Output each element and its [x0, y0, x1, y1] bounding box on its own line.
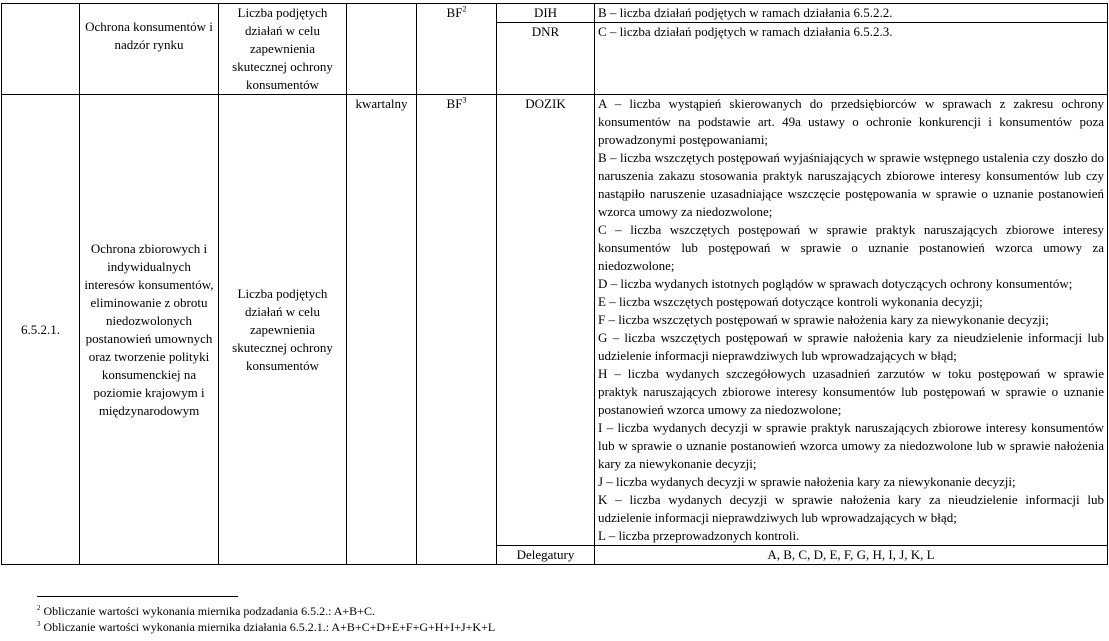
- desc-item-l: L – liczba przeprowadzonych kontroli.: [598, 528, 800, 543]
- desc-cell-dozik: [595, 95, 1108, 546]
- desc-item-k: K – liczba wydanych decyzji w sprawie nałożenia kary za nieudzielenie informacji lub udzielenie informacji nieprawdziwych lub wprowadzających w błąd;: [598, 492, 1104, 525]
- footnote-3-marker: 3: [37, 620, 41, 628]
- unit-name-dih: DIH: [533, 5, 558, 20]
- desc-item-b: B – liczba wszczętych postępowań wyjaśniających w sprawie wstępnego ustalenia czy doszło do naruszenia zakazu stosowania praktyk naruszających zbiorowe interesy konsumentów lub czy nastąpiło naruszenie uzasadniające wszczęcie postępowania w sprawie o uznanie postanowień wzorca umowy za niedozwolone;: [598, 150, 1104, 219]
- desc-item-d: D – liczba wydanych istotnych poglądów w sprawach dotyczących ochrony konsumentów;: [598, 276, 1073, 291]
- top-measure-cell: [219, 4, 347, 95]
- main-source-text: BF: [446, 96, 463, 111]
- desc-item-j: J – liczba wydanych decyzji w sprawie nałożenia kary za niewykonanie decyzji;: [598, 474, 1016, 489]
- main-measure-text: Liczba podjętych działań w celu zapewnienia skutecznej ochrony konsumentów: [232, 285, 333, 373]
- top-frequency-cell: [347, 4, 417, 95]
- top-source-text: BF: [446, 5, 463, 20]
- desc-item-c: C – liczba wszczętych postępowań w sprawie praktyk naruszających zbiorowe interesy konsumentów lub postępowań w sprawie o uznanie postanowień wzorca umowy za niedozwolone;: [598, 222, 1104, 273]
- top-source-cell: [417, 4, 497, 95]
- desc-item-f: F – liczba wszczętych postępowań w sprawie nałożenia kary za niewykonanie decyzji;: [598, 312, 1049, 327]
- main-category-text: Ochrona zbiorowych i indywidualnych interesów konsumentów, eliminowanie z obrotu niedozwolonych postanowień umownych oraz tworzenie polityki konsumenckiej na poziomie krajowym i międzynarodowym: [84, 240, 214, 418]
- main-frequency-cell: [347, 95, 417, 565]
- footnote-2: [37, 603, 495, 619]
- unit-cell-dnr: [497, 23, 595, 95]
- footnote-2-text: Obliczanie wartości wykonania miernika podzadania 6.5.2.: A+B+C.: [43, 604, 375, 618]
- unit-name-delegatury: Delegatury: [516, 547, 575, 562]
- unit-name-dozik: DOZIK: [525, 96, 566, 111]
- footnote-3: [37, 619, 495, 635]
- desc-item-a: A – liczba wystąpień skierowanych do przedsiębiorców w sprawach z zakresu ochrony konsumentów na podstawie art. 49a ustawy o ochronie konkurencji i konsumentów poza prowadzonymi postępowaniami;: [598, 96, 1104, 147]
- main-source-cell: [417, 95, 497, 565]
- top-code-cell: [2, 4, 80, 95]
- footnote-2-marker: 2: [37, 604, 41, 612]
- desc-cell-delegatury: [595, 546, 1108, 565]
- footnote-separator: [37, 596, 238, 597]
- main-code-cell: [2, 95, 80, 565]
- desc-text-delegatury: A, B, C, D, E, F, G, H, I, J, K, L: [767, 547, 935, 562]
- footnote-ref-3: 3: [462, 95, 467, 105]
- desc-item-h: H – liczba wydanych szczegółowych uzasadnień zarzutów w toku postępowań w sprawie praktyk naruszających zbiorowe interesy konsumentów lub postępowań w sprawie o uznanie postanowień wzorca umowy za niedozwolone;: [598, 366, 1104, 417]
- main-category-cell: [80, 95, 219, 565]
- main-frequency-text: kwartalny: [355, 96, 408, 111]
- top-measure-text: Liczba podjętych działań w celu zapewnienia skutecznej ochrony konsumentów: [232, 5, 333, 92]
- footnote-ref-2: 2: [462, 4, 467, 14]
- top-row-dih: [2, 4, 1108, 23]
- main-row-dozik: [2, 95, 1108, 546]
- unit-cell-dozik: [497, 95, 595, 546]
- footnotes: [37, 603, 495, 635]
- top-category-cell: [80, 4, 219, 95]
- desc-item-i: I – liczba wydanych decyzji w sprawie praktyk naruszających zbiorowe interesy konsumentów lub w sprawie o uznanie postanowień wzorca umowy za niedozwolone lub w sprawie nałożenia kary za niewykonanie decyzji;: [598, 420, 1104, 471]
- unit-cell-delegatury: [497, 546, 595, 565]
- main-measure-cell: [219, 95, 347, 565]
- desc-text-dnr: C – liczba działań podjętych w ramach działania 6.5.2.3.: [598, 24, 893, 39]
- footnote-3-text: Obliczanie wartości wykonania miernika działania 6.5.2.1.: A+B+C+D+E+F+G+H+I+J+K+L: [43, 620, 496, 634]
- main-code-text: 6.5.2.1.: [21, 321, 60, 337]
- desc-cell-dih: [595, 4, 1108, 23]
- top-category-text: Ochrona konsumentów i nadzór rynku: [85, 19, 213, 52]
- desc-cell-dnr: [595, 23, 1108, 95]
- unit-cell-dih: [497, 4, 595, 23]
- desc-item-e: E – liczba wszczętych postępowań dotyczące kontroli wykonania decyzji;: [598, 294, 983, 309]
- desc-text-dih: B – liczba działań podjętych w ramach działania 6.5.2.2.: [598, 5, 893, 20]
- unit-name-dnr: DNR: [531, 24, 560, 39]
- desc-item-g: G – liczba wszczętych postępowań w sprawie nałożenia kary za nieudzielenie informacji lub udzielenie informacji nieprawdziwych lub wprowadzających w błąd;: [598, 330, 1104, 363]
- measures-table: [1, 3, 1108, 565]
